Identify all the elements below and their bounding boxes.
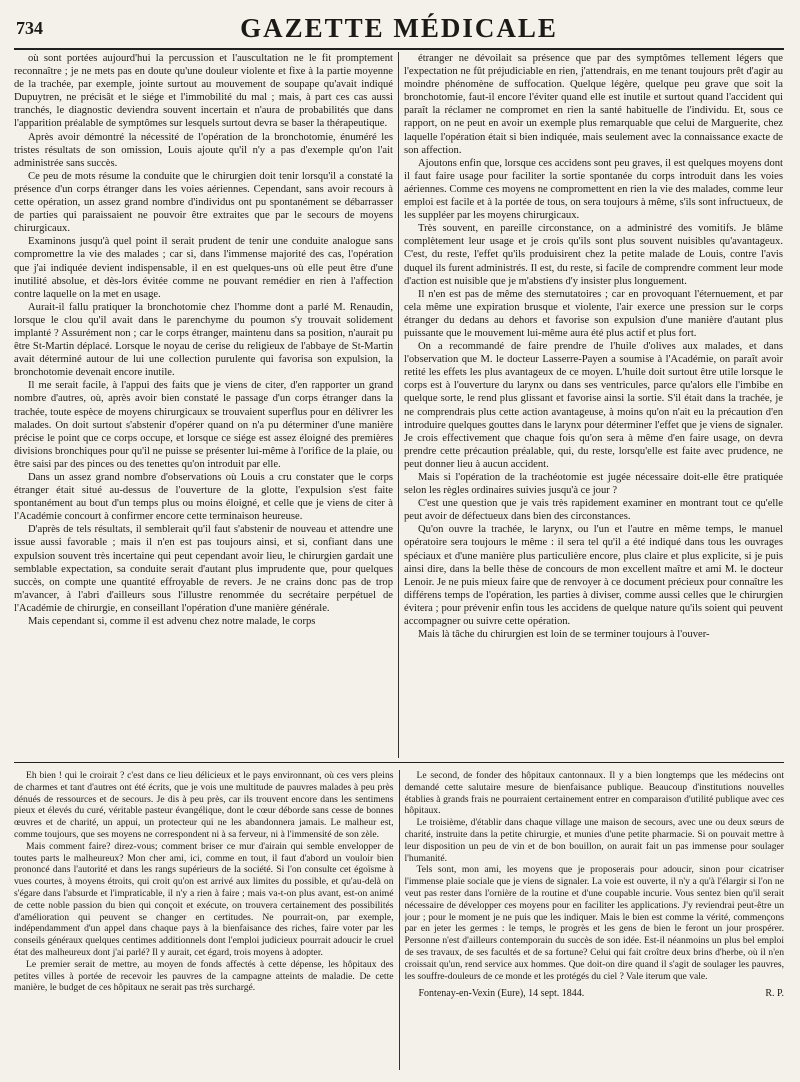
signoff-initials: R. P. (765, 988, 784, 1000)
feuilleton-right-column (405, 770, 785, 1070)
left-column (14, 52, 393, 758)
feuilleton-divider (14, 762, 784, 763)
feuilleton-paragraph: Le second, de fonder des hôpitaux cantonnaux. Il y a bien longtemps que les médecins ont demandé cette salutaire mesure de bienfaisance publique. Beaucoup d'institutions nouvelles établies à grands frais ne pourraient certainement entrer en comparaison d'utilité publique avec ces hôpitaux. (404, 770, 784, 817)
right-paragraph: Très souvent, en pareille circonstance, on a administré des vomitifs. Je blâme complètement leur usage et je crois qu'ils sont plus souvent nuisibles qu'avantageux. C'est, du reste, l'effet qu'ils produisirent chez la petite malade de Louis, contre l'avis duquel ils furent administrés. Il est, du reste, si facile de comprendre comment leur mode d'action est nuisible que je m'abstiens d'y insister plus longuement. (404, 223, 783, 287)
right-paragraph: Qu'on ouvre la trachée, le larynx, ou l'un et l'autre en même temps, le manuel opératoire sera toujours le même : il sera tel qu'il a été indiqué dans tous les ouvrages spéciaux et d'une manière plus particulière encore, plus claire et plus explicite, si je puis ainsi dire, dans la belle thèse de concours de mon excellent maître et ami M. le docteur Lenoir. Je ne puis mieux faire que de renvoyer à ce document précieux pour connaître les différens temps de l'opération, les parties à diviser, comme aussi celles que le chirurgien évitera ; pour prévenir enfin tous les accidens de quelque nature qu'ils soient qui peuvent accompagner ou suivre cette opération. (404, 524, 783, 628)
feuilleton-section (14, 770, 784, 1070)
left-paragraph: Examinons jusqu'à quel point il serait prudent de tenir une conduite analogue sans compromettre la vie des malades ; car si, dans l'immense majorité des cas, l'opération que j'ai indiquée devient indispensable, il en est quelques-uns où elle peut être d'une inutilité absolue, et dès-lors évitée comme ne pouvant remédier en rien à l'affection contre laquelle on la met en usage. (14, 236, 393, 300)
page-number: 734 (16, 18, 43, 38)
feuilleton-paragraph: Eh bien ! qui le croirait ? c'est dans ce lieu délicieux et le pays environnant, où ces vers pleins de charmes et tant d'autres ont été écrits, que je vois une multitude de pauvres malades à peu près dénués de ressources et de secours. Je dis à peu près, car ils trouvent encore dans les sentimens pieux et élevés du curé, véritable pasteur évangélique, dont le cœur déborde sans cesse de bonnes œuvres et de charité, un appui, un protecteur qui ne les abandonnera jamais. Le malheur est, comme toujours, que ses moyens ne correspondent ni à sa ferveur, ni à l'immensité de son zèle. (14, 770, 394, 840)
left-paragraph: Aurait-il fallu pratiquer la bronchotomie chez l'homme dont a parlé M. Renaudin, lorsque le clou qu'il avait dans le parenchyme du poumon s'y trouvait solidement implanté ? Assurément non ; car le corps étranger, maintenu dans sa position, n'aurait pu être St-Martin déplacé. Lorsque le noyau de cerise du religieux de l'abbaye de St-Martin avait déterminé autour de lui une collection purulente qui favorisa son expulsion, la bronchotomie devenait encore inutile. (14, 301, 393, 379)
feuilleton-paragraph: Tels sont, mon ami, les moyens que je proposerais pour adoucir, sinon pour cicatriser l'immense plaie sociale que je viens de signaler. La voie est ouverte, il n'y a qu'à l'élargir si l'on ne veut pas rester dans l'ornière de la routine et d'une coupable incurie. Vous sentez bien qu'il serait nécessaire de développer ces moyens pour en faciliter les applications. J'y reviendrai peut-être un jour ; pour le moment je ne puis que les indiquer. Mais le bien est comme la vérité, commençons par en jeter les germes : le temps, le progrès et les gens de bien le feront un jour prospérer. Personne n'est d'ailleurs contemporain du succès de son idée. Est-il néanmoins un plus bel emploi de ses travaux, de ses facultés et de sa fortune? Celui qui fait croître deux brins d'herbe, où il n'en croissait qu'un, rend service aux hommes. Que doit-on dire quand il s'agit de soulager les pauvres, les souffre-douleurs de ce monde et les protégés du ciel ? Vale iterum que vale. (404, 864, 784, 982)
feuilleton-column-divider (399, 770, 400, 1070)
left-paragraph: Dans un assez grand nombre d'observations où Louis a cru constater que le corps étranger était situé au-dessus de l'ouverture de la glotte, l'expulsion s'est faite spontanément au bout d'un temps plus ou moins éloigné, et celle que je viens de citer à l'Académie concourt à confirmer encore cette terminaison heureuse. (14, 472, 393, 523)
right-paragraph: Ajoutons enfin que, lorsque ces accidens sont peu graves, il est quelques moyens dont il faut faire usage pour faciliter la sortie spontanée du corps introduit dans les voies aériennes. Comme ces moyens ne compromettent en rien la vie des malades, comme leur emploi est facile et à la portée de tous, on sera toujours à même, s'ils sont infructueux, de les suppléer par les moyens chirurgicaux. (404, 157, 783, 222)
right-column (404, 52, 783, 758)
right-paragraph: Mais là tâche du chirurgien est loin de se terminer toujours à l'ouver- (418, 629, 710, 641)
right-paragraph: On a recommandé de faire prendre de l'huile d'olives aux malades, et dans l'observation que M. le docteur Lasserre-Payen a soumise à l'Académie, on paraît avoir retité les effets les plus avantageux de ce moyen. L'huile doit surtout être utile lorsque le corps est à l'ouverture du larynx ou dans ses ventricules, parce qu'alors elle l'imbibe en quelque sorte, le rend plus glissant et favorise ainsi la sortie. S'il était dans la trachée, je ne comprendrais plus cette action avantageuse, à moins qu'on n'ait eu la précaution d'en introduire quelques gouttes dans le larynx pour déterminer l'effet que je viens de signaler. Je crois effectivement que chaque fois qu'on sera à même d'en faire usage, on devra prendre cette précaution préalable, qui, du reste, lorsqu'elle est faite avec prudence, ne peut donner lieu à aucun accident. (404, 341, 783, 470)
feuilleton-left-column (14, 770, 394, 1070)
right-paragraph: étranger ne dévoilait sa présence que par des symptômes tellement légers que l'expectation ne fût préjudiciable en rien, j'attendrais, en me tenant toujours prêt d'agir au moindre phénomène de suffocation. Quelque légère, quelque peu grave que soit la bronchotomie, faut-il encore l'éviter quand elle est inutile et surtout quand l'accident qui paraît la réclamer ne compromet en rien la santé habituelle de l'individu. Et, sous ce rapport, on ne peut en avoir un exemple plus remarquable que celui de Marguerite, chez laquelle l'opération était si bien indiquée, mais seulement avec la connaissance exacte de son affection. (404, 53, 783, 156)
feuilleton-paragraph: Le troisième, d'établir dans chaque village une maison de secours, avec une ou deux sœurs de charité, instruite dans la petite chirurgie, et munies d'une petite pharmacie. Si on pouvait mettre à leur disposition un peu de vin et de bon bouillon, on aurait fait un pas immense pour soulager l'humanité. (404, 817, 784, 864)
journal-title: GAZETTE MÉDICALE (240, 13, 558, 43)
left-paragraph: Ce peu de mots résume la conduite que le chirurgien doit tenir lorsqu'il a constaté la présence d'un corps étranger dans les voies aériennes. Cependant, sans avoir recours à cette opération, un assez grand nombre d'individus ont pu spontanément se débarrasser de parties qui paraissaient ne pouvoir être extraites que par le secours de moyens chirurgicaux. (14, 170, 393, 235)
column-divider (398, 52, 399, 758)
left-paragraph: D'après de tels résultats, il semblerait qu'il faut s'abstenir de nouveau et attendre une issue aussi favorable ; mais il n'en est pas toujours ainsi, et si, confiant dans une expulsion souvent très incertaine qui peut cependant avoir lieu, le chirurgien gardait une semblable expectation, sa conduite serait d'autant plus imprudente que, pour quelques succès, on compte une quantité effroyable de revers. Je ne crains donc pas de trop m'avancer, à l'abri d'ailleurs sous l'illustre renommée du secrétaire perpétuel de l'Académie de chirurgie, en conseillant l'opération d'une manière générale. (14, 524, 393, 614)
letter-signoff (405, 988, 785, 1000)
feuilleton-paragraph: Mais comment faire? direz-vous; comment briser ce mur d'airain qui semble envelopper de toutes parts le malheureux? Mon cher ami, ici, comme en tout, il faut d'abord un vouloir bien prononcé dans l'autorité et dans les rangs supérieurs de la société. Si l'on consulte cet égoïsme à vues courtes, à moyens étroits, qui croit qu'on est arrivé aux limites du possible, et qu'au-delà on s'égare dans l'absurde et l'impraticable, il n'y a rien à faire ; mais va-t-on plus avant, est-on animé de cette noble passion du bien qui conçoit et exécute, on trouvera certainement des possibilités d'amélioration qui peuvent se changer en certitudes. Ne pourrait-on, par exemple, indépendamment d'un appel dans chaque pays à la bienfaisance des riches, faire voter par les conseils généraux quelques centimes additionnels dont l'emploi judicieux pourrait adoucir le cruel état des malheureux dont j'ai parlé? Il y aurait, cet égard, trois moyens à adopter. (14, 840, 394, 958)
left-paragraph: Il me serait facile, à l'appui des faits que je viens de citer, d'en rapporter un grand nombre d'autres, où, après avoir bien constaté le passage d'un corps étranger dans la trachée, toute espèce de moyens chirurgicaux se trouvaient superflus pour en délivrer les malades. On doit surtout s'abstenir d'opérer quand on n'a pu déterminer d'une manière précise le point que ce corps occupe, et lorsque ce siége est assez éloigné des premières divisions bronchiques pour qu'il ne puisse se présenter lui-même à l'orifice de la plaie, ou être saisi par des pinces ou des tenettes qu'on introduit par elle. (14, 380, 393, 470)
page-header (14, 8, 784, 50)
right-paragraph: Mais si l'opération de la trachéotomie est jugée nécessaire doit-elle être pratiquée selon les règles ordinaires suivies jusqu'à ce jour ? (404, 472, 783, 497)
feuilleton-paragraph: Le premier serait de mettre, au moyen de fonds affectés à cette dépense, les hôpitaux des petites villes à portée de recevoir les pauvres de la campagne atteints de maladie. De cette manière, le budget de ces hôpitaux ne serait pas très surchargé. (14, 958, 394, 994)
right-paragraph: Il n'en est pas de même des sternutatoires ; car en provoquant l'éternuement, et par cela même une expiration brusque et violente, l'air exerce une pression sur le corps étranger du dedans au dehors et favorise son expulsion d'une manière d'autant plus puissante que le mouvement lui-même aura été plus actif et plus fort. (404, 288, 783, 339)
right-paragraph: C'est une question que je vais très rapidement examiner en montrant tout ce qu'elle peut avoir de défectueux dans bien des circonstances. (404, 498, 783, 523)
left-paragraph: Après avoir démontré la nécessité de l'opération de la bronchotomie, énuméré les tristes résultats de son omission, Louis ajoute qu'il n'y a pas d'exemple qu'on l'ait administrée sans succès. (14, 131, 393, 169)
main-columns (14, 52, 784, 758)
signoff-place-date: Fontenay-en-Vexin (Eure), 14 sept. 1844. (418, 988, 585, 1000)
left-paragraph: Mais cependant si, comme il est advenu chez notre malade, le corps (28, 616, 316, 628)
left-paragraph: où sont portées aujourd'hui la percussion et l'auscultation ne le fit promptement reconnaître ; je ne mets pas en doute qu'une douleur violente et fixe à la partie moyenne de la trachée, par exemple, jointe surtout au mouvement de soupape qu'avait indiqué Dupuytren, ne précisât et le siége et l'immobilité du mal ; mais, à part ces cas aussi tranchés, le diagnostic deviendra souvent incertain et n'aura de probabilités que dans l'apparition préalable de symptômes sur lesquels surtout devra se baser la thérapeutique. (14, 53, 393, 130)
